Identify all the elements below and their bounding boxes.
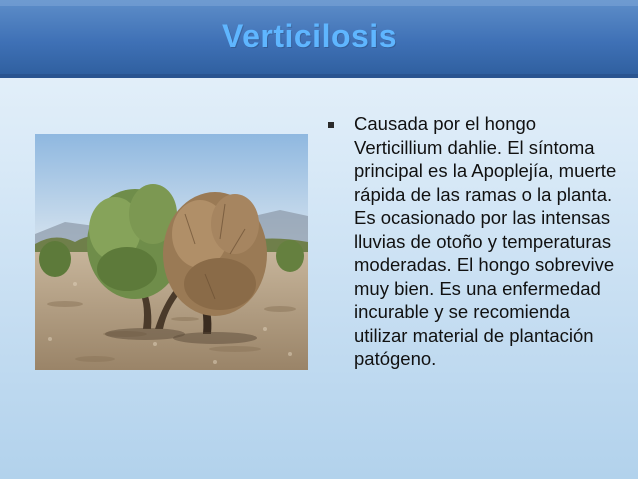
header-top-strip (0, 0, 638, 6)
bullet-text: Causada por el hongo Verticillium dahlie. El síntoma principal es la Apoplejía, muerte rápida de las ramas o la planta. Es ocasionado por las intensas lluvias de otoño y temperaturas moderadas. El hongo sobrevive muy bien. Es una enfermedad incurable y se recomienda utilizar material de plantación patógeno. (354, 113, 617, 369)
bullet-square-icon (328, 122, 334, 128)
slide-header (0, 0, 638, 76)
olive-tree-photo (35, 134, 308, 370)
olive-tree-image (35, 134, 308, 370)
slide-title: Verticilosis (222, 18, 397, 54)
header-underline (0, 74, 638, 78)
